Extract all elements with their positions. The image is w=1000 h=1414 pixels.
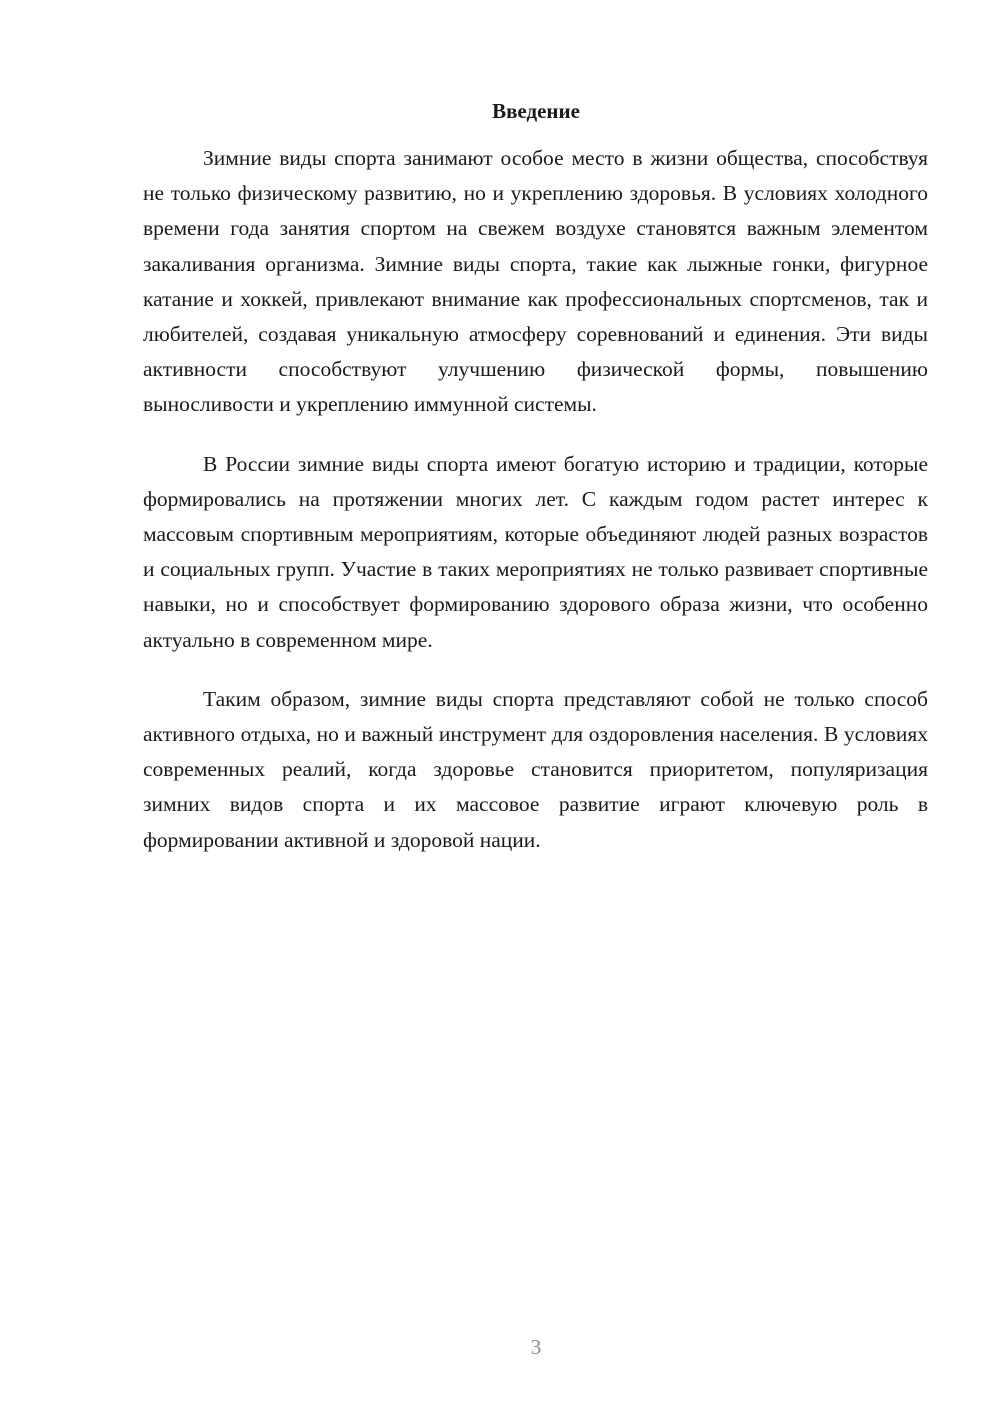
body-text (143, 141, 928, 882)
paragraph-3: Таким образом, зимние виды спорта представляют собой не только способ активного отдыха, но и важный инструмент для оздоровления населения. В условиях современных реалий, когда здоровье становится приоритетом, популяризация зимних видов спорта и их массовое развитие играют ключевую роль в формировании активной и здоровой нации. (143, 686, 928, 852)
paragraph-2: В России зимние виды спорта имеют богатую историю и традиции, которые формировались на протяжении многих лет. С каждым годом растет интерес к массовым спортивным мероприятиям, которые объединяют людей разных возрастов и социальных групп. Участие в таких мероприятиях не только развивает спортивные навыки, но и способствует формированию здорового образа жизни, что особенно актуально в современном мире. (143, 451, 928, 652)
page-number: 3 (530, 1335, 542, 1359)
paragraph-1: Зимние виды спорта занимают особое место в жизни общества, способствуя не только физическому развитию, но и укреплению здоровья. В условиях холодного времени года занятия спортом на свежем воздухе становятся важным элементом закаливания организма. Зимние виды спорта, такие как лыжные гонки, фигурное катание и хоккей, привлекают внимание как профессиональных спортсменов, так и любителей, создавая уникальную атмосферу соревнований и единения. Эти виды активности способствуют улучшению физической формы, повышению выносливости и укреплению иммунной системы. (143, 146, 928, 417)
section-title: Введение (492, 99, 580, 123)
